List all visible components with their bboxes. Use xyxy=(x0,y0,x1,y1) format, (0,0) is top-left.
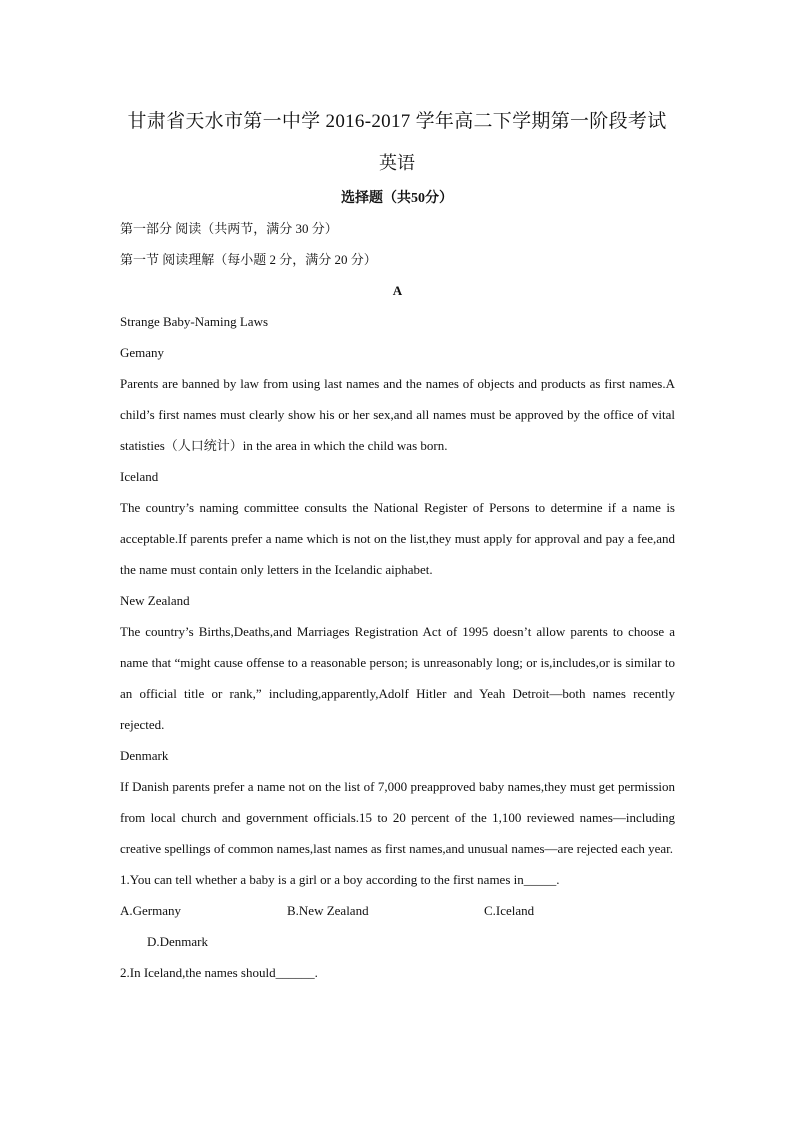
exam-body xyxy=(120,213,675,988)
question-options xyxy=(120,895,675,926)
country-paragraph: Parents are banned by law from using last names and the names of objects and products as first names.A child’s first names must clearly show his or her sex,and all names must be approved by the office of vital statisties（人口统计）in the area in which the child was born. xyxy=(120,376,675,453)
country-heading: New Zealand xyxy=(120,593,190,608)
question-stem: 1.You can tell whether a baby is a girl or a boy according to the first names in_____. xyxy=(120,872,560,887)
subject-title: 英语 xyxy=(379,153,415,173)
section-heading: 选择题（共50分） xyxy=(341,191,453,206)
section-subheading: 第一节 阅读理解（每小题 2 分，满分 20 分） xyxy=(120,252,377,267)
question-stem: 2.In Iceland,the names should______. xyxy=(120,965,318,980)
country-heading: Denmark xyxy=(120,748,169,763)
option-c: C.Iceland xyxy=(484,903,535,918)
country-paragraph: If Danish parents prefer a name not on the list of 7,000 preapproved baby names,they must get permission from local church and government officials.15 to 20 percent of the 1,100 reviewed names—including creative spellings of common names,last names as first names,and unusual names—are rejected each year. xyxy=(120,779,675,856)
option-b: B.New Zealand xyxy=(287,903,369,918)
option-d: D.Denmark xyxy=(147,934,209,949)
country-heading: Gemany xyxy=(120,345,165,360)
passage-label: A xyxy=(392,283,403,298)
exam-title: 甘肃省天水市第一中学 2016-2017 学年高二下学期第一阶段考试 xyxy=(127,111,667,132)
country-heading: Iceland xyxy=(120,469,159,484)
country-paragraph: The country’s naming committee consults the National Register of Persons to determine if a name is acceptable.If parents prefer a name which is not on the list,they must apply for approval and pay a fee,and the name must contain only letters in the Icelandic aiphabet. xyxy=(120,500,675,577)
part-heading: 第一部分 阅读（共两节，满分 30 分） xyxy=(120,221,338,236)
country-paragraph: The country’s Births,Deaths,and Marriages Registration Act of 1995 doesn’t allow parents to choose a name that “might cause offense to a reasonable person; is unreasonably long; or is,includes,or is similar to an official title or rank,” including,apparently,Adolf Hitler and Yeah Detroit—both names recently rejected. xyxy=(120,624,675,732)
passage-title: Strange Baby-Naming Laws xyxy=(120,314,269,329)
option-a: A.Germany xyxy=(120,903,182,918)
